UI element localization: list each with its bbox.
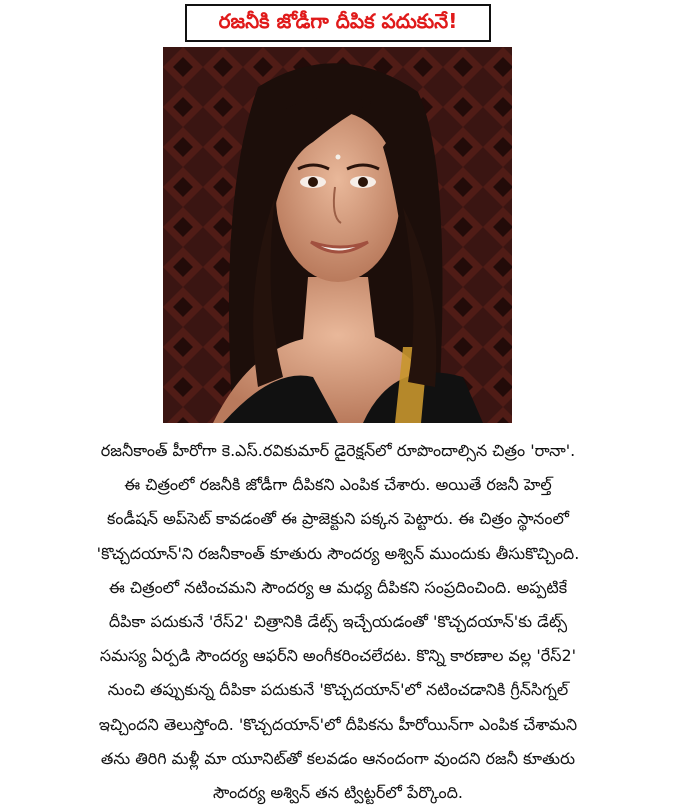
headline: రజనీకి జోడీగా దీపిక పదుకునే! [218, 8, 458, 33]
article-line: సౌందర్య అశ్విన్ తన ట్విట్టర్‌లో పేర్కొంది. [212, 783, 464, 803]
article-line: ఇచ్చిందని తెలుస్తోంది. 'కొచ్చదయాన్'లో దీపికను హీరోయిన్‌గా ఎంపిక చేశామని [98, 714, 578, 734]
article-line: నుంచి తప్పుకున్న దీపికా పదుకునే 'కొచ్చదయాన్'లో నటించడానికి గ్రీన్‌సిగ్నల్ [107, 680, 569, 700]
article-line: సమస్య ఏర్పడి సౌందర్య ఆఫర్‌ని అంగీకరించలేదట. కొన్ని కారణాల వల్ల 'రేస్2' [99, 646, 577, 666]
portrait-photo [163, 47, 512, 423]
article-body [40, 434, 636, 810]
article-line: తను తిరిగి మళ్లీ మా యూనిట్‌తో కలవడం ఆనందంగా వుందని రజనీ కూతురు [100, 748, 576, 768]
article-line: ఈ చిత్రంలో నటించమని సౌందర్య ఆ మధ్య దీపికని సంప్రదించింది. అప్పటికే [108, 577, 568, 597]
article-line: 'కొచ్చదయాన్'ని రజనీకాంత్ కూతురు సౌందర్య అశ్విన్ ముందుకు తీసుకొచ్చింది. [96, 543, 580, 563]
article-line: దీపికా పదుకునే 'రేస్2' చిత్రానికి డేట్స్ ఇచ్చేయడంతో 'కొచ్చదయాన్'కు డేట్స్ [108, 612, 568, 632]
headline-box [185, 4, 491, 42]
portrait-illustration [163, 47, 512, 423]
article-line: ఈ చిత్రంలో రజనీకి జోడీగా దీపికని ఎంపిక చేశారు. అయితే రజనీ హెల్త్ [124, 475, 552, 495]
article-line: కండీషన్ అప్‌సెట్ కావడంతో ఈ ప్రాజెక్టుని పక్కన పెట్టారు. ఈ చిత్రం స్థానంలో [107, 509, 569, 529]
article-line: రజనీకాంత్ హీరోగా కె.ఎస్.రవికుమార్ డైరెక్షన్‌లో రూపొందాల్సిన చిత్రం 'రానా'. [100, 441, 576, 460]
